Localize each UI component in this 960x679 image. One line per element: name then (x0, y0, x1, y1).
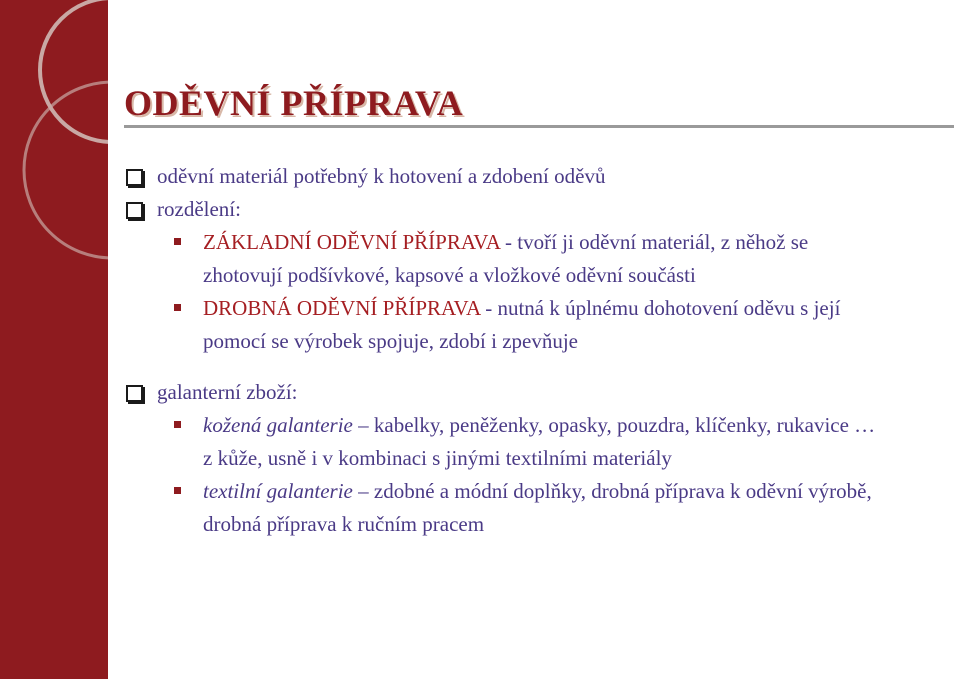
bullet-item (124, 160, 944, 193)
sub-term: ZÁKLADNÍ ODĚVNÍ PŘÍPRAVA (203, 230, 500, 254)
sub-term: DROBNÁ ODĚVNÍ PŘÍPRAVA (203, 296, 480, 320)
sub-text: – kabelky, peněženky, opasky, pouzdra, klíčenky, rukavice … z kůže, usně i v kombinaci s jinými textilními materiály (203, 413, 876, 470)
sub-item (172, 475, 944, 541)
square-bullet-icon (174, 238, 181, 245)
content (124, 160, 944, 541)
square-bullet-icon (174, 487, 181, 494)
bullet-text: oděvní materiál potřebný k hotovení a zdobení oděvů (157, 164, 606, 188)
sub-item (172, 226, 944, 292)
bullet-item (124, 376, 944, 409)
bullet-text: galanterní zboží: (157, 380, 298, 404)
square-bullet-icon (174, 304, 181, 311)
sub-term: textilní galanterie (203, 479, 353, 503)
sub-text: - nutná k úplnému dohotovení oděvu s její pomocí se výrobek spojuje, zdobí i zpevňuje (203, 296, 841, 353)
sub-item (172, 409, 944, 475)
checkbox-bullet-icon (126, 202, 143, 219)
sidebar-decoration (0, 0, 108, 679)
square-bullet-icon (174, 421, 181, 428)
checkbox-bullet-icon (126, 169, 143, 186)
sub-text: - tvoří ji oděvní materiál, z něhož se zhotovují podšívkové, kapsové a vložkové oděvní součásti (203, 230, 809, 287)
bullet-text: rozdělení: (157, 197, 241, 221)
page-title: ODĚVNÍ PŘÍPRAVA (124, 83, 464, 123)
checkbox-bullet-icon (126, 385, 143, 402)
sub-item (172, 292, 944, 358)
title-rule (124, 125, 954, 128)
sub-text: – zdobné a módní doplňky, drobná příprava k oděvní výrobě, drobná příprava k ručním pracem (203, 479, 872, 536)
sub-term: kožená galanterie (203, 413, 353, 437)
bullet-item (124, 193, 944, 226)
